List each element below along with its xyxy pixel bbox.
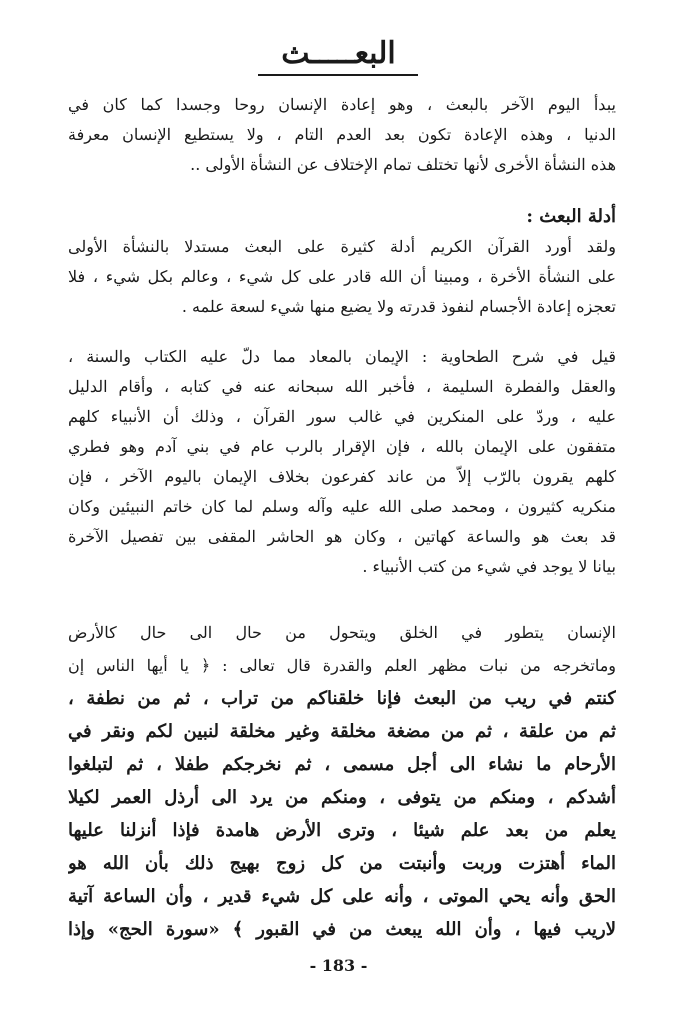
paragraph-line: هذه النشأة الأخرى لأنها تختلف تمام الإختلاف عن النشأة الأولى .. bbox=[190, 155, 616, 174]
paragraph-line: على النشأة الأخرة ، ومبينا أن الله قادر على كل شيء ، وعالم بكل شيء ، فلا bbox=[68, 267, 616, 286]
verse-line: الأرحام ما نشاء الى أجل مسمى ، ثم نخرجكم طفلا ، ثم لتبلغوا bbox=[68, 754, 616, 775]
paragraph-line: الدنيا ، وهذه الإعادة تكون بعد العدم التام ، ولا يستطيع الإنسان معرفة bbox=[68, 125, 616, 144]
paragraph-line: منكريه كثيرون ، ومحمد صلى الله عليه وآله وسلم لما كان خاتم النبيئين وكان bbox=[68, 497, 616, 516]
verse-line: لاريب فيها ، وأن الله يبعث من في القبور ﴾ «سورة الحج» وإذا bbox=[68, 919, 616, 940]
paragraph-line: تعجزه إعادة الأجسام لنفوذ قدرته ولا يضيع منها شيء لسعة علمه . bbox=[181, 297, 616, 316]
verse-line: كنتم في ريب من البعث فإنا خلقناكم من تراب ، ثم من نطفة ، bbox=[68, 688, 616, 709]
evidence-section bbox=[68, 202, 616, 322]
verse-line: الماء أهتزت وربت وأنبتت من كل زوج بهيج ذلك بأن الله هو bbox=[68, 853, 616, 874]
section-heading: أدلة البعث : bbox=[526, 206, 616, 227]
verse-line: ثم من علقة ، ثم من مضغة مخلقة وغير مخلقة لنبين لكم ونقر في bbox=[68, 721, 616, 742]
intro-paragraph bbox=[68, 90, 616, 180]
page-title: البعـــــث bbox=[281, 36, 396, 71]
paragraph-line: كلهم يقرون بالرّب إلاّ من عاند كفرعون بخلاف الإيمان باليوم الآخر ، فإن bbox=[68, 467, 616, 486]
paragraph-line: ولقد أورد القرآن الكريم أدلة كثيرة على البعث مستدلا بالنشأة الأولى bbox=[68, 237, 616, 256]
tahawiya-paragraph bbox=[68, 342, 616, 582]
quran-verse-paragraph bbox=[68, 616, 616, 946]
paragraph-line: قد بعث هو والساعة كهاتين ، وكان هو الحاشر المقفى بين تفصيل الآخرة bbox=[68, 527, 616, 546]
verse-line: الحق وأنه يحي الموتى ، وأنه على كل شيء قدير ، وأن الساعة آتية bbox=[68, 886, 616, 907]
paragraph-line: عليه ، وردّ على المنكرين في غالب سور القرآن ، وذلك أن الأنبياء كلهم bbox=[68, 407, 616, 426]
paragraph-line: والعقل والفطرة السليمة ، فأخبر الله سبحانه عنه في كتابه ، وأقام الدليل bbox=[68, 377, 616, 396]
title-underline bbox=[258, 74, 418, 76]
paragraph-line: بيانا لا يوجد في شيء من كتب الأنبياء . bbox=[362, 557, 616, 576]
verse-line: يعلم من بعد علم شيئا ، وترى الأرض هامدة فإذا أنزلنا عليها bbox=[68, 820, 616, 841]
page-number: - 183 - bbox=[309, 956, 368, 975]
paragraph-line: متفقون على الإيمان بالله ، فإن الإقرار بالرب عام في بني آدم وهو فطري bbox=[68, 437, 616, 456]
paragraph-line: يبدأ اليوم الآخر بالبعث ، وهو إعادة الإنسان روحا وجسدا كما كان في bbox=[68, 95, 616, 114]
paragraph-line: الإنسان يتطور في الخلق ويتحول من حال الى حال كالأرض bbox=[68, 623, 616, 642]
verse-line: أشدكم ، ومنكم من يتوفى ، ومنكم من يرد الى أرذل العمر لكيلا bbox=[68, 787, 616, 808]
paragraph-line: وماتخرجه من نبات مظهر العلم والقدرة قال تعالى : ﴿ يا أيها الناس إن bbox=[68, 656, 616, 675]
paragraph-line: قيل في شرح الطحاوية : الإيمان بالمعاد مما دلّ عليه الكتاب والسنة ، bbox=[68, 347, 616, 366]
